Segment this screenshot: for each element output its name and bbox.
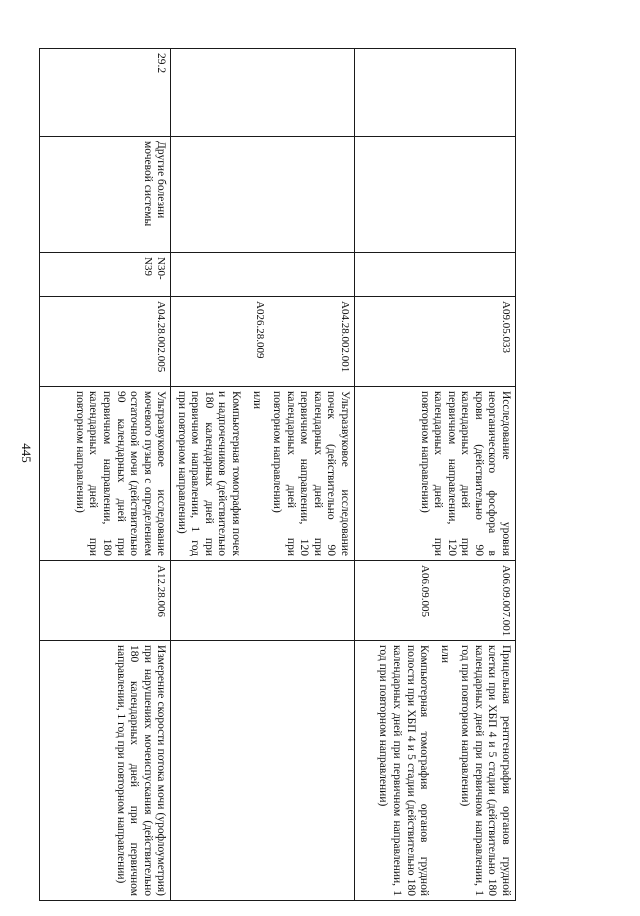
page-number: 445: [19, 443, 34, 463]
table-row: [171, 49, 355, 901]
cell-code2: [171, 561, 355, 641]
rotated-table-wrapper: [72, 48, 516, 900]
code2-b: A06.09.005: [419, 565, 432, 617]
service-code-b: A026.28.009: [254, 301, 267, 359]
cell-num: [355, 49, 516, 137]
cell-disease: Другие болезни мочевой системы: [40, 137, 171, 253]
cell-icd: N30-N39: [40, 253, 171, 297]
service2-text-a: Прицельная рентгенография органов грудной клетки при ХБП 4 и 5 стадии (действительно 180 календарных дней при первичном направлении, 1 год при повторном направлении): [459, 645, 512, 896]
service2-or: или: [438, 645, 451, 664]
service-text-b: Компьютерная томография почек и надпочечников (действительно 180 календарных дней при первичном направлении, 1 год при повторном направлении): [175, 391, 243, 556]
service-text-a: Ультразвуковое исследование почек (действительно 90 календарных дней при первичном направлении, 120 календарных дней при повторном направлении): [271, 391, 351, 556]
cell-code2: [355, 561, 516, 641]
table-row: [355, 49, 516, 901]
cell-service2-text: [171, 641, 355, 901]
cell-service-code: [171, 297, 355, 387]
cell-code2: A12.28.006: [40, 561, 171, 641]
cell-num: [171, 49, 355, 137]
service2-text-b: Компьютерная томография органов грудной полости при ХБП 4 и 5 стадии (действительно 180 календарных дней при первичном направлении, 1 год при повторном направлении): [377, 645, 431, 896]
cell-disease: [171, 137, 355, 253]
cell-service-text: [171, 387, 355, 561]
table-row: [40, 49, 171, 901]
cell-service-code: A09.05.033: [355, 297, 516, 387]
cell-service-text: Исследование уровня неорганического фосфора в крови (действительно 90 календарных дней при первичном направлении, 120 календарных дней при повторном направлении): [355, 387, 516, 561]
cell-service-text: Ультразвуковое исследование мочевого пузыря с определением остаточной мочи (действительно 90 календарных дней при первичном направлении, 180 календарных дней при повторном направлении): [40, 387, 171, 561]
cell-service2-text: Измерение скорости потока мочи (урофлоуметрия) при нарушениях мочеиспускания (действительно 180 календарных дней при первичном направлении, 1 год при повторном направлении): [40, 641, 171, 901]
cell-disease: [355, 137, 516, 253]
cell-icd: [355, 253, 516, 297]
cell-icd: [171, 253, 355, 297]
service-code-a: A04.28.002.001: [339, 301, 351, 373]
cell-service2-text: [355, 641, 516, 901]
code2-a: A06.09.007.001: [500, 565, 512, 637]
cell-num: 29.2: [40, 49, 171, 137]
services-table: [39, 48, 516, 901]
service-or: или: [250, 391, 263, 410]
cell-service-code: A04.28.002.005: [40, 297, 171, 387]
